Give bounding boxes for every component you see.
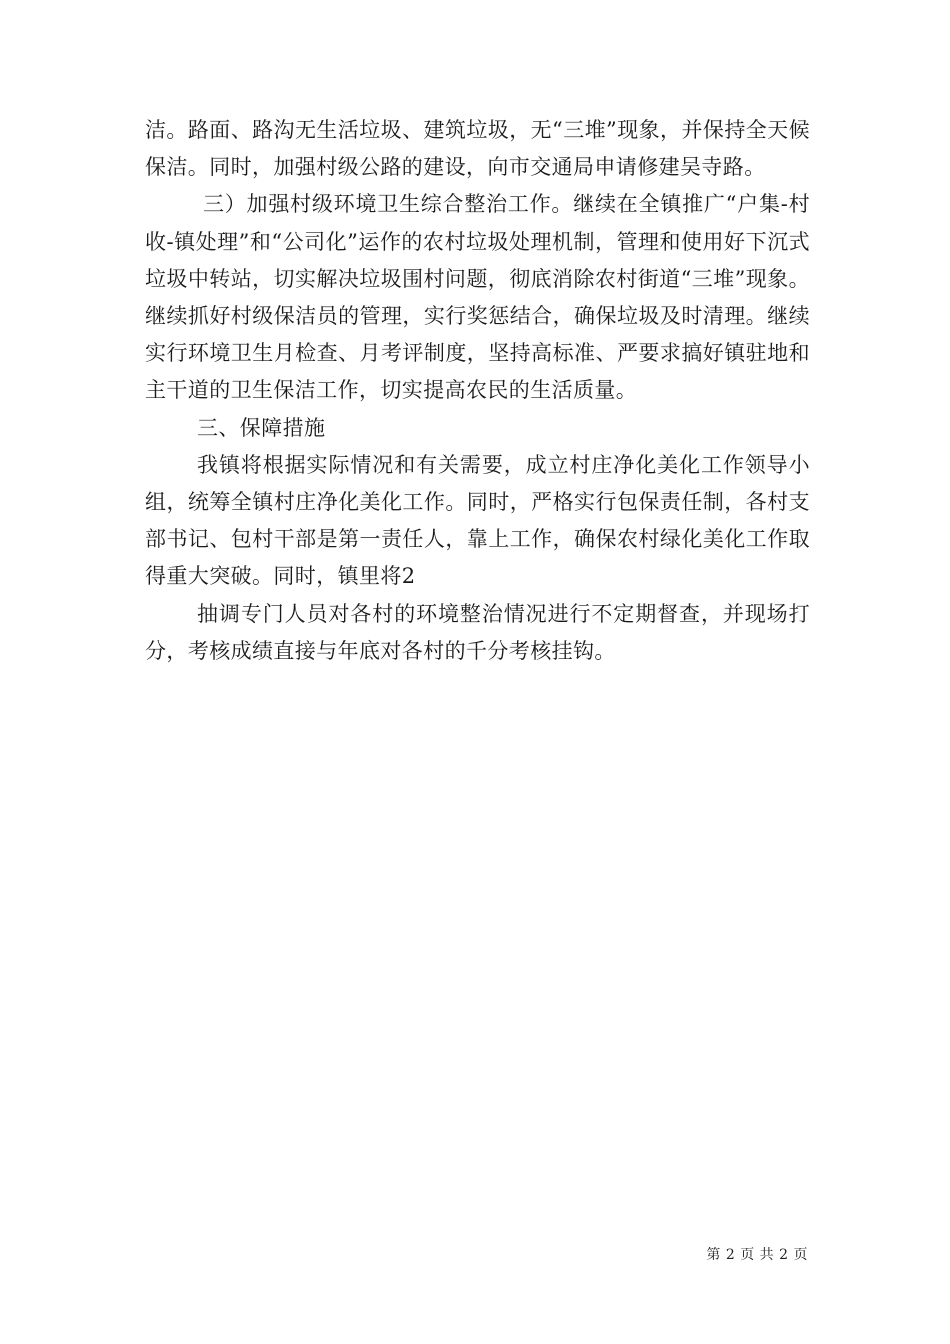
- paragraph-village-sanitation: 三）加强村级环境卫生综合整治工作。继续在全镇推广“户集-村收-镇处理”和“公司化”运作的农村垃圾处理机制，管理和使用好下沉式垃圾中转站，切实解决垃圾围村问题，彻底消除农村街道“三堆”现象。继续抓好村级保洁员的管理，实行奖惩结合，确保垃圾及时清理。继续实行环境卫生月检查、月考评制度，坚持高标准、严要求搞好镇驻地和主干道的卫生保洁工作，切实提高农民的生活质量。: [145, 192, 810, 403]
- document-body: [145, 112, 810, 670]
- section-heading-safeguards: 三、保障措施: [197, 415, 326, 440]
- page-number-footer: 第 2 页 共 2 页: [706, 1247, 808, 1263]
- paragraph-road-cleaning: 洁。路面、路沟无生活垃圾、建筑垃圾，无“三堆”现象，并保持全天候保洁。同时，加强村级公路的建设，向市交通局申请修建吴寺路。: [145, 118, 810, 180]
- paragraph-leadership-group: 我镇将根据实际情况和有关需要，成立村庄净化美化工作领导小组，统筹全镇村庄净化美化工作。同时，严格实行包保责任制，各村支部书记、包村干部是第一责任人，靠上工作，确保农村绿化美化工作取得重大突破。同时，镇里将2: [145, 452, 810, 589]
- paragraph-inspection: 抽调专门人员对各村的环境整治情况进行不定期督查，并现场打分，考核成绩直接与年底对各村的千分考核挂钩。: [145, 601, 810, 663]
